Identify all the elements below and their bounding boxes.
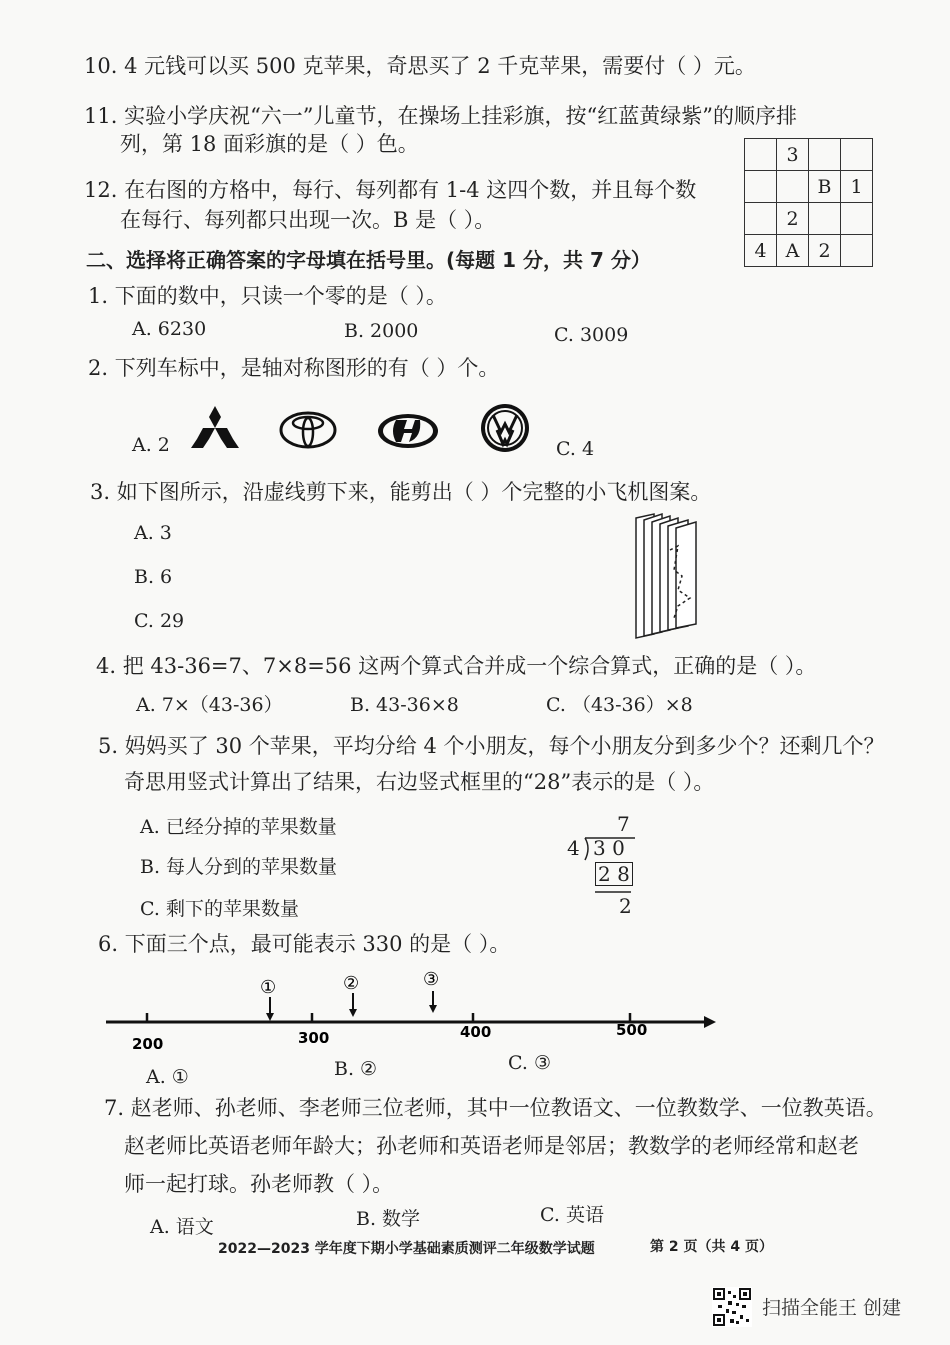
choice-q7-option-b: B. 数学 [356, 1208, 421, 1230]
qr-code-icon [712, 1287, 752, 1327]
tick-label: 500 [616, 1021, 648, 1039]
choice-q1: 1. 下面的数中，只读一个零的是（ ）。 [88, 284, 447, 308]
choice-q2-option-a: A. 2 [132, 434, 170, 456]
choice-q4: 4. 把 43-36=7、7×8=56 这两个算式合并成一个综合算式，正确的是（ ）。 [96, 654, 817, 678]
choice-q7-option-c: C. 英语 [540, 1204, 604, 1226]
toyota-logo-icon [278, 410, 338, 450]
choice-q7-line1: 7. 赵老师、孙老师、李老师三位老师，其中一位教语文、一位教数学、一位教英语。 [104, 1096, 887, 1120]
choice-q3-option-b: B. 6 [134, 566, 173, 588]
grid-cell: 2 [809, 235, 841, 267]
grid-cell: 1 [841, 171, 873, 203]
question-10: 10. 4 元钱可以买 500 克苹果，奇思买了 2 千克苹果，需要付（ ）元。 [84, 54, 756, 78]
choice-q2-option-c: C. 4 [556, 438, 595, 460]
choice-q1-option-c: C. 3009 [554, 324, 629, 346]
choice-q6-option-b: B. ② [334, 1058, 378, 1080]
division-dividend: 3 0 [593, 836, 625, 860]
choice-q4-option-b: B. 43-36×8 [350, 694, 459, 716]
footer-page: 第 2 页（共 4 页） [650, 1239, 773, 1255]
grid-cell [745, 171, 777, 203]
choice-q7-line3: 师一起打球。孙老师教（ ）。 [124, 1172, 394, 1196]
grid-cell: B [809, 171, 841, 203]
division-product-box: 2 8 [595, 862, 633, 886]
choice-q5-option-b: B. 每人分到的苹果数量 [140, 856, 338, 878]
scanner-watermark: 扫描全能王 创建 [762, 1297, 902, 1319]
choice-q1-option-a: A. 6230 [132, 318, 207, 340]
grid-cell [777, 171, 809, 203]
tick-label: 400 [460, 1023, 492, 1041]
volkswagen-logo-icon [479, 402, 531, 454]
question-11-line1: 11. 实验小学庆祝“六一”儿童节，在操场上挂彩旗，按“红蓝黄绿紫”的顺序排 [84, 104, 798, 128]
point-1-label: ① [260, 977, 277, 998]
grid-cell [841, 203, 873, 235]
grid-cell: 3 [777, 139, 809, 171]
grid-cell [809, 139, 841, 171]
hyundai-logo-icon [376, 412, 440, 450]
footer-title: 2022—2023 学年度下期小学基础素质测评二年级数学试题 [218, 1241, 595, 1257]
division-remainder: 2 [619, 894, 632, 918]
choice-q5-line2: 奇思用竖式计算出了结果，右边竖式框里的“28”表示的是（ ）。 [124, 770, 715, 794]
grid-cell [841, 235, 873, 267]
point-2-label: ② [343, 973, 360, 994]
division-divisor: 4 [567, 836, 580, 860]
choice-q5-option-c: C. 剩下的苹果数量 [140, 898, 299, 920]
grid-cell: 4 [745, 235, 777, 267]
grid-cell: A [777, 235, 809, 267]
choice-q7-line2: 赵老师比英语老师年龄大；孙老师和英语老师是邻居；教数学的老师经常和赵老 [124, 1134, 859, 1158]
question-12-line2: 在每行、每列都只出现一次。B 是（ ）。 [120, 208, 496, 232]
question-12-line1: 12. 在右图的方格中，每行、每列都有 1-4 这四个数，并且每个数 [84, 178, 697, 202]
tick-label: 200 [132, 1035, 164, 1053]
choice-q2: 2. 下列车标中，是轴对称图形的有（ ）个。 [88, 356, 500, 380]
choice-q6-option-c: C. ③ [508, 1052, 551, 1074]
grid-cell: 2 [777, 203, 809, 235]
grid-cell [745, 139, 777, 171]
section-2-heading: 二、选择将正确答案的字母填在括号里。(每题 1 分，共 7 分） [86, 248, 651, 272]
grid-cell [809, 203, 841, 235]
grid-cell [745, 203, 777, 235]
choice-q4-option-c: C. （43-36）×8 [546, 694, 693, 716]
number-line [100, 965, 730, 1055]
choice-q5-line1: 5. 妈妈买了 30 个苹果，平均分给 4 个小朋友，每个小朋友分到多少个？还剩几个？ [98, 734, 885, 758]
choice-q7-option-a: A. 语文 [150, 1216, 214, 1238]
question-11-line2: 列，第 18 面彩旗的是（ ）色。 [120, 132, 419, 156]
grid-cell [841, 139, 873, 171]
choice-q6: 6. 下面三个点，最可能表示 330 的是（ ）。 [98, 932, 511, 956]
choice-q5-option-a: A. 已经分掉的苹果数量 [140, 816, 337, 838]
choice-q3: 3. 如下图所示，沿虚线剪下来，能剪出（ ）个完整的小飞机图案。 [90, 480, 712, 504]
mitsubishi-logo-icon [190, 404, 240, 450]
choice-q6-option-a: A. ① [146, 1066, 189, 1088]
long-division [565, 812, 645, 922]
number-grid [744, 138, 873, 267]
point-3-label: ③ [423, 969, 440, 990]
choice-q3-option-c: C. 29 [134, 610, 185, 632]
tick-label: 300 [298, 1029, 330, 1047]
choice-q4-option-a: A. 7×（43-36） [136, 694, 283, 716]
folded-paper-figure [630, 510, 710, 640]
choice-q3-option-a: A. 3 [134, 522, 172, 544]
division-quotient: 7 [617, 812, 630, 836]
choice-q1-option-b: B. 2000 [344, 320, 419, 342]
